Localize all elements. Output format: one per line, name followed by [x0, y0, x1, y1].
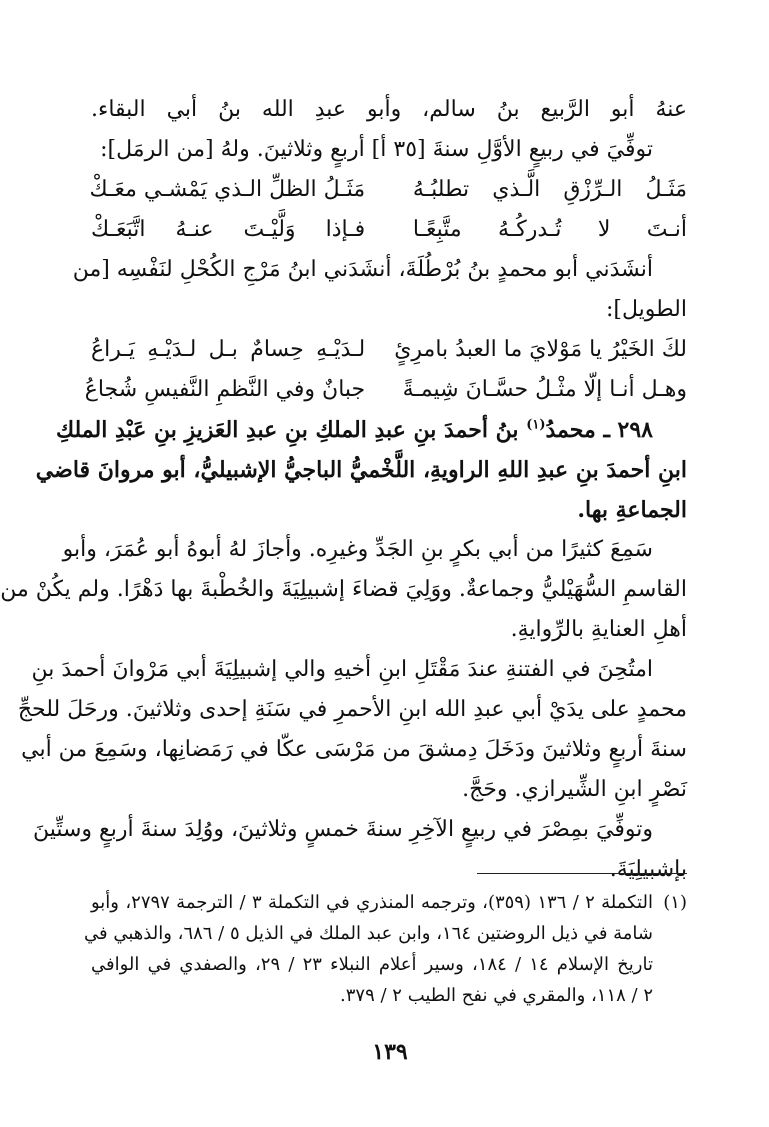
text-line: أهلِ العنايةِ بالرِّوايةِ.	[510, 617, 687, 642]
text-line: سَمِعَ كثيرًا من أبي بكرٍ بنِ الجَدِّ وغيرِه. وأجازَ لهُ أبوهُ أبو عُمَرَ، وأبو	[62, 537, 653, 562]
footnote-line: شامة في ذيل الروضتين ١٦٤، وابن عبد الملك في الذيل ٥ / ٦٨٦، والذهبي في	[84, 923, 653, 944]
text-line: وتوفِّيَ بمِصْرَ في ربيعٍ الآخِرِ سنةَ خمسٍ وثلاثينَ، ووُلِدَ سنةَ أربعٍ وستِّينَ	[32, 817, 653, 842]
footnotes	[84, 887, 687, 1011]
text-line: محمدٍ على يدَيْ أبي عبدِ الله ابنِ الأحمرِ في سَنَةِ إحدى وثلاثينَ. ورحَلَ للحجِّ	[17, 697, 687, 722]
text-line: القاسمِ السُّهَيْليُّ وجماعةٌ. ووَلِيَ قضاءَ إشبيلِيَةَ والخُطْبةَ بها دَهْرًا. ولم يكُنْ من	[0, 577, 687, 602]
footnote-text: التكملة ٢ / ١٣٦ (٣٥٩)، وترجمه المنذري في التكملة ٣ / الترجمة ٢٧٩٧، وأبو	[91, 892, 653, 913]
verse-second-hemistich: لـدَيْـهِ حِسامٌ بـل لـدَيْـهِ يَـراعُ	[91, 337, 366, 362]
footnote-line	[91, 887, 687, 918]
verse	[91, 330, 687, 370]
verse-first-hemistich: لكَ الخَيْرُ يا مَوْلايَ ما العبدُ بامرِئٍ	[394, 337, 687, 362]
footnote-number: (١)	[663, 892, 687, 913]
text-line: امتُحِنَ في الفتنةِ عندَ مَقْتَلِ ابنِ أخيهِ والي إشبيلِيَةَ أبي مَرْوانَ أحمدَ بنِ	[31, 657, 653, 682]
entry-name-rest: بنُ أحمدَ بنِ عبدِ الملكِ بنِ عبدِ العَزيزِ بنِ عَبْدِ الملكِ	[55, 417, 519, 443]
text-line: سنةَ أربعٍ وثلاثينَ ودَخَلَ دِمشقَ من مَرْسَى عكّا في رَمَضانِها، وسَمِعَ من أبي	[21, 737, 687, 762]
entry-heading-line: الجماعةِ بها.	[577, 497, 687, 523]
entry-number: ٢٩٨ ـ	[603, 417, 653, 443]
entry-heading-line: ابنِ أحمدَ بنِ عبدِ اللهِ الراويةِ، اللَّخْميُّ الباجيُّ الإشبيليُّ، أبو مروانَ قاضي	[35, 457, 687, 483]
verse	[91, 170, 687, 210]
verse	[84, 370, 687, 410]
footnote-line: تاريخ الإسلام ١٤ / ١٨٤، وسير أعلام النبلاء ٢٣ / ٢٩، والصفدي في الوافي	[91, 954, 653, 975]
verse-first-hemistich: مَثَـلُ الـرِّزْقِ الَّـذي تطلبُـهُ	[412, 177, 687, 202]
entry-heading	[55, 410, 687, 450]
verse-second-hemistich: فـإذا وَلَّيْـتَ عنـهُ اتَّبَعَـكْ	[91, 217, 366, 242]
footnote-line: ٢ / ١١٨، والمقري في نفح الطيب ٢ / ٣٧٩.	[340, 985, 653, 1006]
verse-first-hemistich: وهـل أنـا إلّا مثْـلُ حسَّـانَ شِيمـةً	[402, 377, 687, 402]
text-line: عنهُ أبو الرَّبيع بنُ سالم، وأبو عبدِ الله بنُ أبي البقاء.	[91, 97, 687, 122]
page-number: ١٣٩	[372, 1039, 408, 1065]
footnote-ref: (١)	[526, 417, 546, 433]
verse-first-hemistich: أنـتَ لا تُـدركُـهُ متَّبِعًـا	[412, 217, 687, 242]
text-line: أنشَدَني أبو محمدٍ بنُ بُرْطُلَةَ، أنشَدَني ابنُ مَرْجِ الكُحْلِ لنَفْسِه [من	[72, 257, 653, 282]
text-line: توفِّيَ في ربيعٍ الأوَّلِ سنةَ [٣٥ أ] أربعٍ وثلاثينَ. ولهُ [من الرمَل]:	[100, 137, 653, 162]
main-text	[0, 90, 687, 890]
text-line: نَصْرٍ ابنِ الشِّيرازي. وحَجَّ.	[462, 777, 687, 802]
verse	[91, 210, 687, 250]
text-line: الطويل]:	[605, 297, 687, 322]
footnote-separator	[477, 873, 687, 874]
entry-name-start: محمدُ	[545, 417, 596, 443]
verse-second-hemistich: جبانٌ وفي النَّظمِ النَّفيسِ شُجاعُ	[84, 377, 366, 402]
text-line: بإشبيلِيَةَ.	[609, 857, 687, 882]
verse-second-hemistich: مَثَـلُ الظلِّ الـذي يَمْشـي معَـكْ	[89, 177, 366, 202]
